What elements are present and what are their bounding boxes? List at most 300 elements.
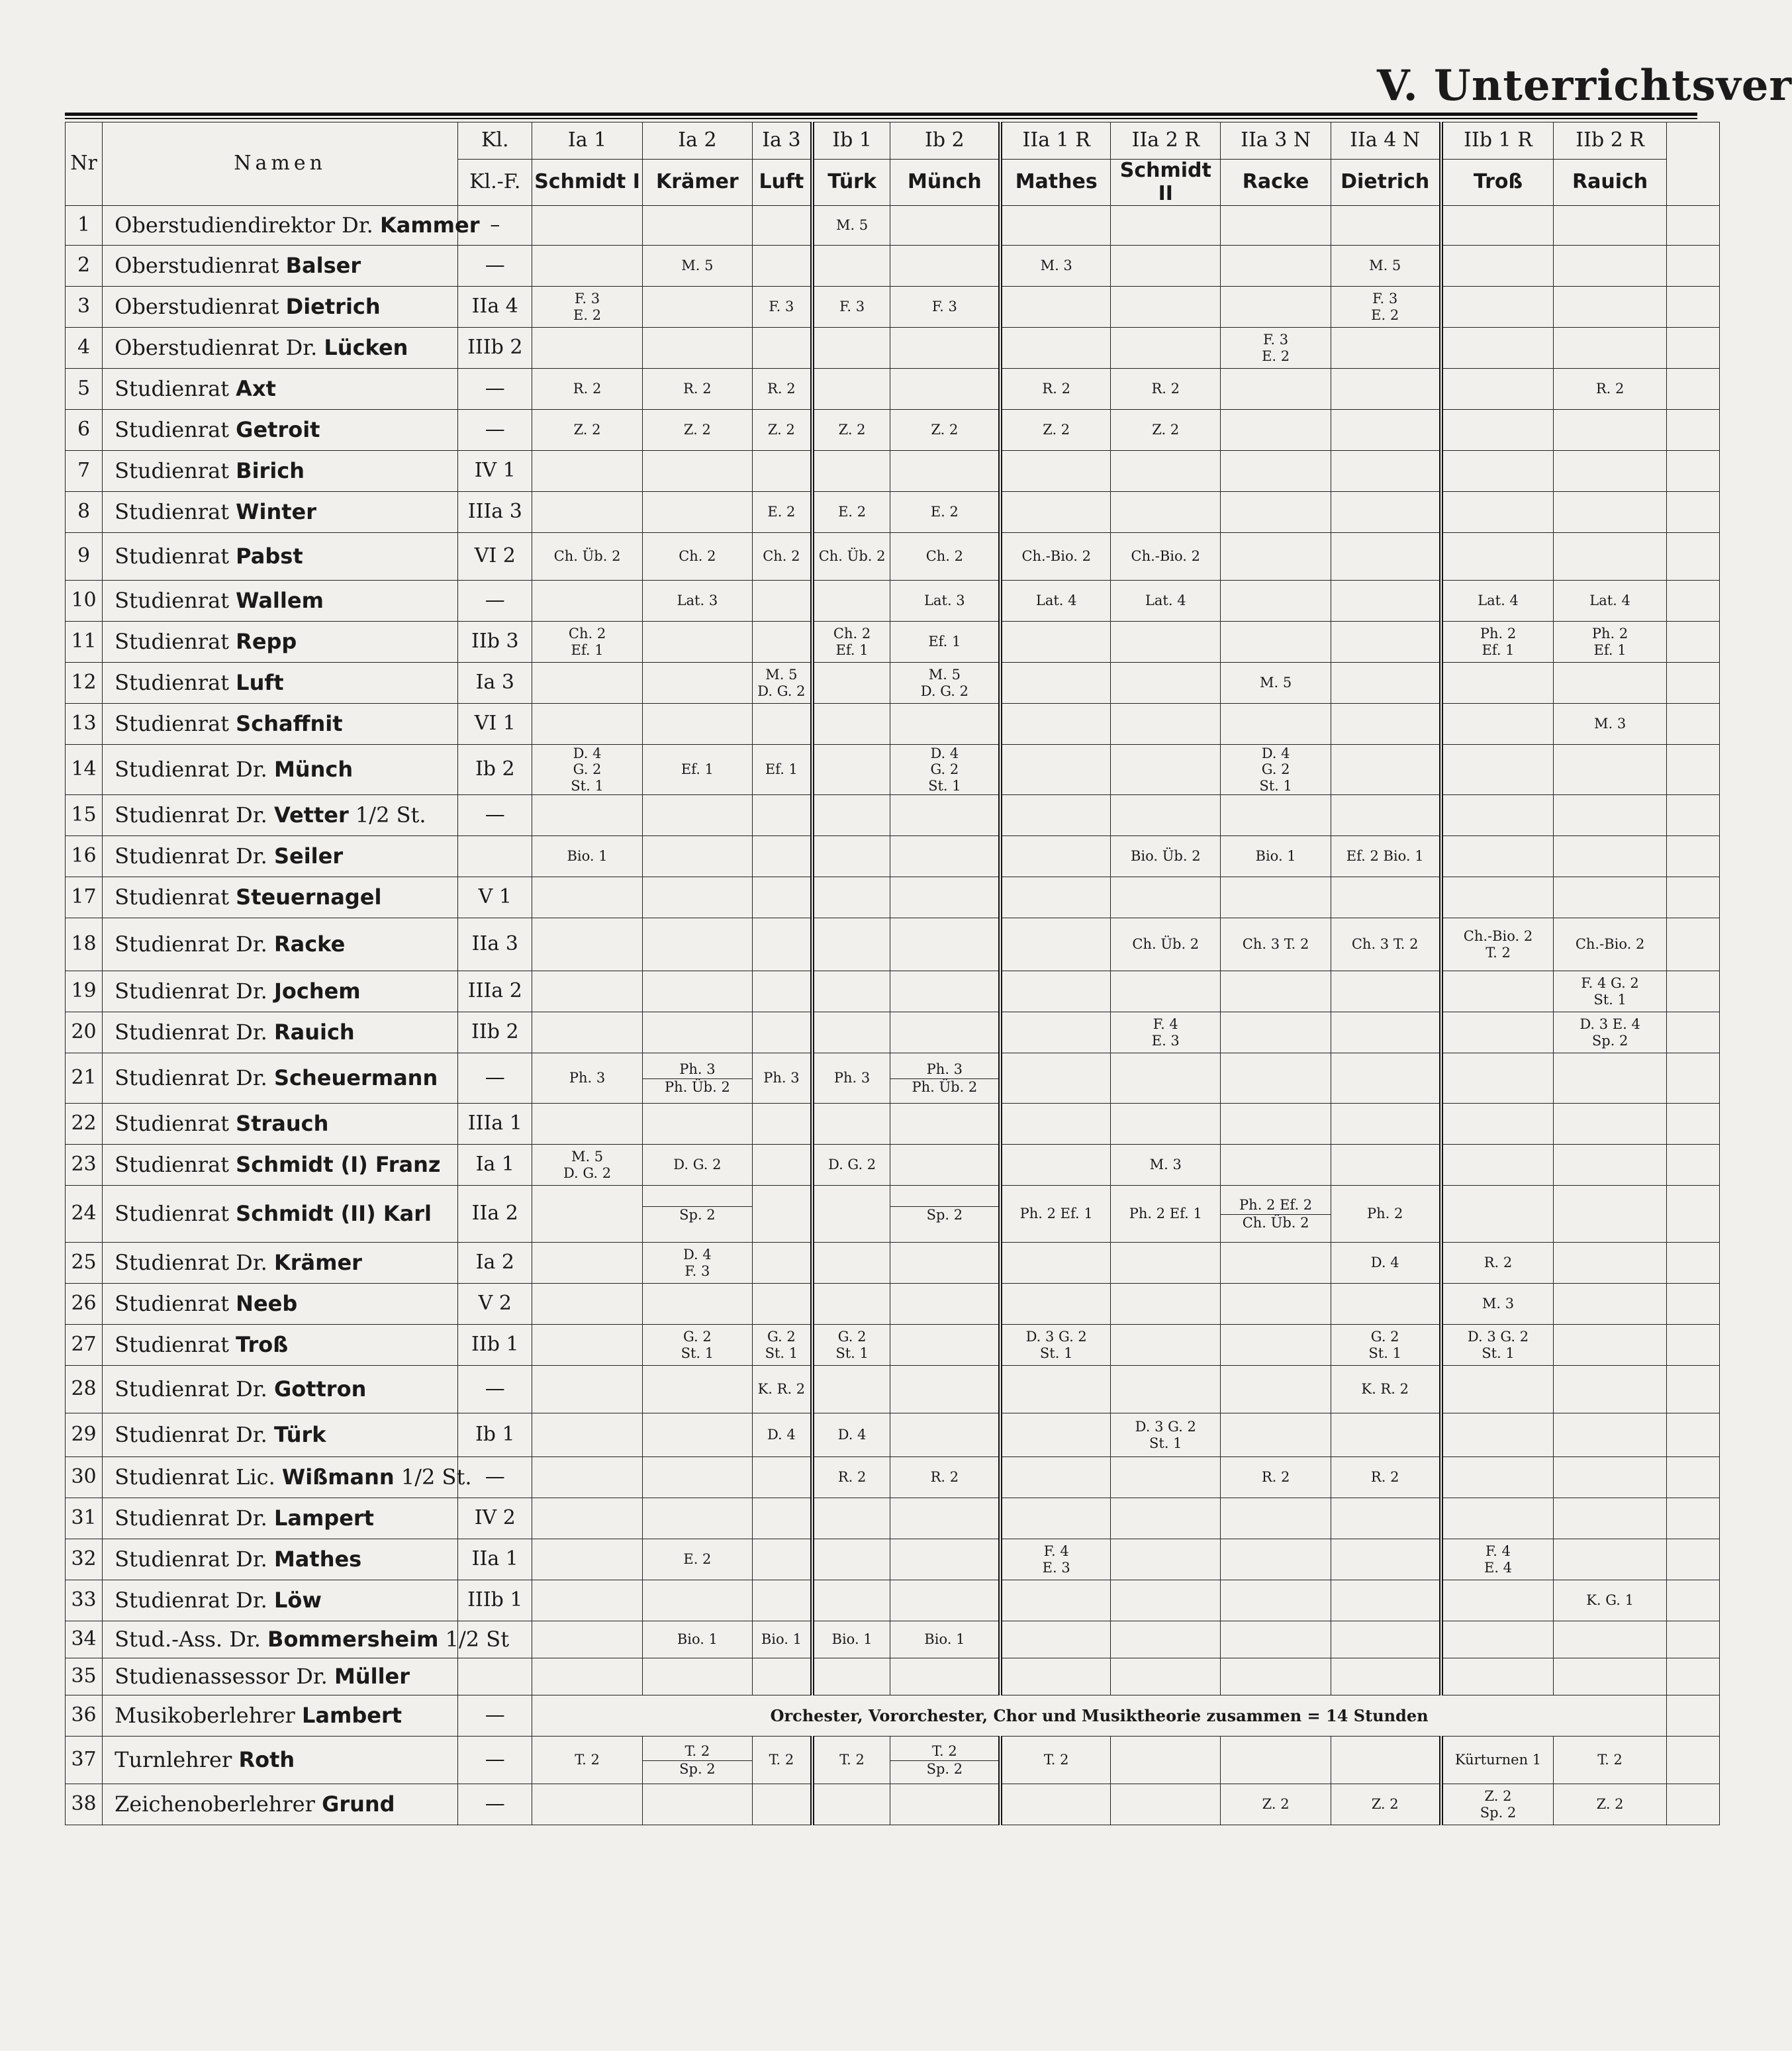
lesson-cell: Z. 2 [532, 410, 642, 451]
row-number: 11 [66, 622, 103, 663]
overflow-cell [1666, 1145, 1719, 1186]
lesson-cell [1554, 795, 1666, 836]
lesson-cell: R. 2 [1000, 369, 1110, 410]
lesson-cell: R. 2 [1221, 1457, 1331, 1498]
row-number: 31 [66, 1498, 103, 1539]
lesson-cell [532, 328, 642, 369]
lesson-cell [1441, 877, 1554, 918]
teacher-title: Studienrat [115, 1332, 236, 1358]
lesson-cell [532, 1325, 642, 1366]
lesson-cell: Ph. 3 [753, 1053, 812, 1104]
lesson-cell [890, 1186, 1000, 1243]
lesson-cell: R. 2 [1331, 1457, 1440, 1498]
lesson-cell [753, 918, 812, 971]
lesson-cell [1331, 492, 1440, 533]
lesson-cell [812, 451, 890, 492]
lesson-cell [1111, 1243, 1221, 1284]
teacher-name [103, 492, 458, 533]
lesson-cell: M. 3 [1000, 246, 1110, 287]
lesson-cell [1000, 1053, 1110, 1104]
teacher-name [103, 1053, 458, 1104]
table-row [66, 1784, 1720, 1825]
lesson-cell: K. R. 2 [1331, 1366, 1440, 1413]
lesson-cell [1554, 1413, 1666, 1457]
lesson-cell: Z. 2 Sp. 2 [1441, 1784, 1554, 1825]
teacher-title: Oberstudienrat Dr. [115, 335, 324, 361]
lesson-cell [1111, 795, 1221, 836]
lesson-cell [1441, 1621, 1554, 1658]
row-number: 30 [66, 1457, 103, 1498]
teacher-surname: Roth [238, 1747, 295, 1773]
teacher-surname: Löw [273, 1588, 322, 1613]
lesson-cell [1331, 451, 1440, 492]
page-title: V. Unterrichtsver [1377, 61, 1792, 111]
lesson-cell [890, 1012, 1000, 1053]
lesson-cell: Ph. 2 Ef. 1 [1554, 622, 1666, 663]
lesson-cell [1111, 1284, 1221, 1325]
teacher-name [103, 1012, 458, 1053]
teacher-title: Studienrat Dr. [115, 1505, 274, 1531]
lesson-cell: Z. 2 [1221, 1784, 1331, 1825]
col-namen-header: Namen [103, 122, 458, 206]
lesson-cell [753, 1243, 812, 1284]
row-number: 27 [66, 1325, 103, 1366]
lesson-sub-entry: Sp. 2 [890, 1206, 998, 1223]
lesson-cell [1441, 1658, 1554, 1695]
teacher-title: Oberstudienrat [115, 253, 286, 279]
lesson-cell [1221, 1104, 1331, 1145]
lesson-cell: M. 5 [1331, 246, 1440, 287]
overflow-cell [1666, 745, 1719, 795]
lesson-cell [1441, 971, 1554, 1012]
lesson-sub-entry: Ph. Üb. 2 [890, 1078, 998, 1095]
lesson-cell: Z. 2 [812, 410, 890, 451]
teaching-plan-table [65, 122, 1720, 1825]
overflow-cell [1666, 704, 1719, 745]
class-lead: — [458, 1053, 532, 1104]
row-number: 9 [66, 533, 103, 581]
teacher-surname: Seiler [273, 843, 344, 869]
teacher-surname: Kammer [379, 213, 480, 238]
teacher-surname: Luft [236, 670, 284, 696]
teacher-surname: Repp [236, 629, 297, 655]
table-row [66, 622, 1720, 663]
table-row [66, 1186, 1720, 1243]
class-lead: VI 1 [458, 704, 532, 745]
class-code: Ia 1 [532, 122, 642, 160]
lesson-cell [1000, 328, 1110, 369]
lesson-cell [890, 1104, 1000, 1145]
teacher-surname: Lücken [324, 335, 408, 361]
lesson-cell: F. 3 [812, 287, 890, 328]
lesson-cell [642, 918, 752, 971]
row-number: 6 [66, 410, 103, 451]
teacher-surname: Steuernagel [236, 884, 382, 910]
teacher-surname: Grund [322, 1791, 395, 1817]
lesson-cell [642, 622, 752, 663]
lesson-cell [1000, 971, 1110, 1012]
lesson-cell: Ph. 3 [532, 1053, 642, 1104]
lesson-cell: T. 2 [1554, 1737, 1666, 1784]
table-row [66, 1658, 1720, 1695]
teacher-name [103, 1539, 458, 1580]
lesson-cell [532, 451, 642, 492]
lesson-cell [532, 1784, 642, 1825]
class-lead: — [458, 1784, 532, 1825]
lesson-cell [532, 1498, 642, 1539]
class-lead: IIb 3 [458, 622, 532, 663]
teacher-surname: Mathes [273, 1547, 362, 1572]
table-row [66, 1366, 1720, 1413]
lesson-sub-entry: Sp. 2 [643, 1206, 752, 1223]
lesson-cell [1554, 328, 1666, 369]
lesson-cell [753, 206, 812, 246]
lesson-cell [1441, 1580, 1554, 1621]
overflow-cell [1666, 1284, 1719, 1325]
overflow-cell [1666, 328, 1719, 369]
lesson-cell [1221, 287, 1331, 328]
lesson-cell [1331, 1145, 1440, 1186]
table-row [66, 206, 1720, 246]
class-lead: IIIb 1 [458, 1580, 532, 1621]
lesson-cell: Z. 2 [890, 410, 1000, 451]
lesson-cell: M. 3 [1441, 1284, 1554, 1325]
lesson-cell: E. 2 [642, 1539, 752, 1580]
lesson-cell: Ch. Üb. 2 [532, 533, 642, 581]
lesson-cell [890, 1243, 1000, 1284]
table-row [66, 877, 1720, 918]
lesson-cell: Bio. 1 [642, 1621, 752, 1658]
teacher-name [103, 1284, 458, 1325]
teacher-title: Studienrat [115, 1201, 236, 1227]
table-row [66, 1284, 1720, 1325]
lesson-cell: Z. 2 [642, 410, 752, 451]
lesson-cell [1331, 1737, 1440, 1784]
lesson-cell [1331, 1413, 1440, 1457]
class-code: IIb 1 R [1441, 122, 1554, 160]
lesson-cell [812, 1012, 890, 1053]
lesson-cell: R. 2 [890, 1457, 1000, 1498]
class-lead: — [458, 1457, 532, 1498]
lesson-cell: M. 5 D. G. 2 [532, 1145, 642, 1186]
table-row [66, 745, 1720, 795]
lesson-cell [1000, 1012, 1110, 1053]
lesson-cell: R. 2 [1111, 369, 1221, 410]
table-row [66, 836, 1720, 877]
overflow-cell [1666, 492, 1719, 533]
lesson-cell [532, 1658, 642, 1695]
lesson-cell: G. 2 St. 1 [753, 1325, 812, 1366]
lesson-cell: Z. 2 [753, 410, 812, 451]
table-row [66, 1457, 1720, 1498]
lesson-cell: E. 2 [812, 492, 890, 533]
lesson-cell [1441, 1012, 1554, 1053]
class-teacher: Racke [1221, 160, 1331, 206]
lesson-cell [753, 1658, 812, 1695]
class-teacher: Krämer [642, 160, 752, 206]
lesson-cell [642, 1658, 752, 1695]
lesson-cell [532, 206, 642, 246]
lesson-cell [1554, 451, 1666, 492]
table-row [66, 451, 1720, 492]
teacher-name [103, 206, 480, 246]
lesson-cell [1221, 1053, 1331, 1104]
row-number: 37 [66, 1737, 103, 1784]
lesson-cell: Ch. 2 [753, 533, 812, 581]
class-code: IIa 3 N [1221, 122, 1331, 160]
lesson-cell [1331, 369, 1440, 410]
lesson-cell [1221, 1366, 1331, 1413]
table-row [66, 1498, 1720, 1539]
table-row [66, 1012, 1720, 1053]
lesson-cell [1000, 492, 1110, 533]
lesson-cell [1221, 1284, 1331, 1325]
lesson-cell [812, 663, 890, 704]
lesson-cell [1000, 1621, 1110, 1658]
lesson-cell [1554, 1284, 1666, 1325]
lesson-cell: Ph. 2 Ef. 1 [1111, 1186, 1221, 1243]
class-lead: IIIa 2 [458, 971, 532, 1012]
teacher-name [103, 836, 458, 877]
lesson-cell [1441, 1145, 1554, 1186]
class-lead: Ib 1 [458, 1413, 532, 1457]
row-number: 38 [66, 1784, 103, 1825]
lesson-cell [812, 581, 890, 622]
lesson-cell: D. 4 G. 2 St. 1 [890, 745, 1000, 795]
row-number: 19 [66, 971, 103, 1012]
lesson-cell: Ph. 2 Ef. 2 Ch. Üb. 2 [1221, 1186, 1331, 1243]
lesson-cell: R. 2 [532, 369, 642, 410]
table-row [66, 1737, 1720, 1784]
class-lead: IIIb 2 [458, 328, 532, 369]
lesson-cell [642, 663, 752, 704]
lesson-cell [753, 328, 812, 369]
row-number: 18 [66, 918, 103, 971]
teacher-title: Studienrat [115, 1291, 236, 1317]
lesson-cell [753, 1580, 812, 1621]
teacher-hours-note: 1/2 St. [348, 802, 426, 828]
lesson-cell [1221, 206, 1331, 246]
overflow-cell [1666, 1012, 1719, 1053]
class-lead: IIa 2 [458, 1186, 532, 1243]
table-row [66, 246, 1720, 287]
table-row [66, 1243, 1720, 1284]
class-code: Ib 1 [812, 122, 890, 160]
lesson-cell [812, 1284, 890, 1325]
lesson-cell [890, 1658, 1000, 1695]
lesson-cell [642, 287, 752, 328]
lesson-cell [1000, 287, 1110, 328]
class-teacher: Rauich [1554, 160, 1666, 206]
lesson-cell [642, 1413, 752, 1457]
lesson-cell [812, 369, 890, 410]
lesson-cell: D. G. 2 [642, 1145, 752, 1186]
class-teacher: Türk [812, 160, 890, 206]
teacher-surname: Scheuermann [273, 1065, 438, 1091]
table-row [66, 492, 1720, 533]
lesson-cell [1000, 451, 1110, 492]
lesson-cell [1331, 622, 1440, 663]
row-number: 23 [66, 1145, 103, 1186]
lesson-cell [1554, 1539, 1666, 1580]
teacher-title: Studienrat Dr. [115, 978, 274, 1004]
overflow-cell [1666, 1498, 1719, 1539]
lesson-cell [1221, 1621, 1331, 1658]
lesson-cell [1554, 1621, 1666, 1658]
overflow-cell [1666, 1457, 1719, 1498]
table-row [66, 287, 1720, 328]
class-lead: V 1 [458, 877, 532, 918]
lesson-cell [1441, 287, 1554, 328]
table-row [66, 971, 1720, 1012]
lesson-cell: Ch. 2 Ef. 1 [812, 622, 890, 663]
lesson-cell: Z. 2 [1331, 1784, 1440, 1825]
lesson-cell [1441, 745, 1554, 795]
row-number: 3 [66, 287, 103, 328]
teacher-title: Studienrat Dr. [115, 931, 274, 957]
lesson-cell [1221, 622, 1331, 663]
teacher-name [103, 971, 458, 1012]
lesson-cell [642, 971, 752, 1012]
lesson-cell [1554, 1325, 1666, 1366]
row-number: 2 [66, 246, 103, 287]
teacher-title: Studienrat Dr. [115, 1250, 274, 1276]
lesson-cell [812, 745, 890, 795]
class-lead: VI 2 [458, 533, 532, 581]
lesson-cell [890, 1580, 1000, 1621]
lesson-cell [1000, 745, 1110, 795]
row-number: 28 [66, 1366, 103, 1413]
lesson-cell [890, 1284, 1000, 1325]
row-number: 15 [66, 795, 103, 836]
lesson-cell [1554, 206, 1666, 246]
lesson-cell [1221, 581, 1331, 622]
lesson-cell [753, 1539, 812, 1580]
class-lead: IIb 1 [458, 1325, 532, 1366]
lesson-cell [1221, 877, 1331, 918]
lesson-cell [1331, 1498, 1440, 1539]
lesson-cell [532, 1457, 642, 1498]
lesson-cell: T. 2 [1000, 1737, 1110, 1784]
lesson-cell [1554, 1243, 1666, 1284]
teacher-title: Studienrat Dr. [115, 802, 274, 828]
lesson-cell: Lat. 4 [1111, 581, 1221, 622]
lesson-cell [1221, 1413, 1331, 1457]
table-row [66, 410, 1720, 451]
lesson-cell [1554, 410, 1666, 451]
teacher-surname: Vetter [273, 802, 349, 828]
lesson-cell: Lat. 4 [1554, 581, 1666, 622]
lesson-cell [890, 1413, 1000, 1457]
class-lead: — [458, 795, 532, 836]
lesson-cell [1441, 206, 1554, 246]
class-code: IIb 2 R [1554, 122, 1666, 160]
lesson-cell [1111, 704, 1221, 745]
lesson-cell [1441, 1366, 1554, 1413]
lesson-cell: Lat. 4 [1000, 581, 1110, 622]
overflow-cell [1666, 1053, 1719, 1104]
lesson-cell [1000, 1658, 1110, 1695]
lesson-cell [1331, 795, 1440, 836]
lesson-cell [812, 1580, 890, 1621]
table-row [66, 328, 1720, 369]
teacher-title: Studienrat [115, 711, 236, 737]
row-number: 7 [66, 451, 103, 492]
lesson-cell [532, 1366, 642, 1413]
lesson-cell [642, 795, 752, 836]
lesson-cell [1331, 663, 1440, 704]
overflow-cell [1666, 795, 1719, 836]
teacher-surname: Müller [334, 1664, 410, 1690]
lesson-cell: Ef. 2 Bio. 1 [1331, 836, 1440, 877]
lesson-cell [532, 1621, 642, 1658]
table-row [66, 704, 1720, 745]
lesson-cell: Z. 2 [1554, 1784, 1666, 1825]
lesson-cell: F. 4 E. 3 [1000, 1539, 1110, 1580]
overflow-cell [1666, 410, 1719, 451]
lesson-cell [890, 1539, 1000, 1580]
row-number: 32 [66, 1539, 103, 1580]
lesson-cell: Ef. 1 [890, 622, 1000, 663]
row-number: 4 [66, 328, 103, 369]
lesson-cell: Ch. 2 [642, 533, 752, 581]
teacher-title: Studienrat Dr. [115, 843, 274, 869]
lesson-cell [1441, 369, 1554, 410]
lesson-cell [1000, 1498, 1110, 1539]
col-klf-header: Kl.-F. [458, 160, 532, 206]
lesson-cell [1331, 1104, 1440, 1145]
lesson-cell [753, 451, 812, 492]
class-lead: — [458, 1366, 532, 1413]
lesson-cell: Bio. 1 [812, 1621, 890, 1658]
lesson-cell [642, 451, 752, 492]
lesson-cell [1221, 1539, 1331, 1580]
lesson-cell [1331, 971, 1440, 1012]
lesson-cell: R. 2 [812, 1457, 890, 1498]
lesson-cell [890, 451, 1000, 492]
teacher-name [103, 1457, 472, 1498]
class-lead: — [458, 1695, 532, 1737]
lesson-cell [812, 1498, 890, 1539]
lesson-cell: Ch.-Bio. 2 [1111, 533, 1221, 581]
lesson-cell [1554, 877, 1666, 918]
class-teacher: Luft [753, 160, 812, 206]
lesson-cell [1331, 1053, 1440, 1104]
teacher-surname: Schmidt (II) Karl [236, 1201, 432, 1227]
lesson-cell: F. 4 G. 2 St. 1 [1554, 971, 1666, 1012]
teacher-title: Studienrat [115, 544, 236, 569]
teacher-title: Studienrat Dr. [115, 1065, 274, 1091]
lesson-cell [1111, 971, 1221, 1012]
lesson-cell [812, 1104, 890, 1145]
lesson-cell: K. R. 2 [753, 1366, 812, 1413]
lesson-cell [1111, 622, 1221, 663]
teacher-title: Studienrat [115, 458, 236, 484]
row-number: 22 [66, 1104, 103, 1145]
class-code: IIa 1 R [1000, 122, 1110, 160]
header-row-codes [66, 122, 1720, 160]
lesson-cell: Ch. 3 T. 2 [1221, 918, 1331, 971]
table-row [66, 1695, 1720, 1737]
lesson-cell [1000, 1284, 1110, 1325]
lesson-cell [1000, 1413, 1110, 1457]
class-lead: Ia 1 [458, 1145, 532, 1186]
overflow-cell [1666, 1784, 1719, 1825]
lesson-cell [890, 1325, 1000, 1366]
lesson-cell [753, 795, 812, 836]
overflow-cell [1666, 1737, 1719, 1784]
class-lead: IIb 2 [458, 1012, 532, 1053]
